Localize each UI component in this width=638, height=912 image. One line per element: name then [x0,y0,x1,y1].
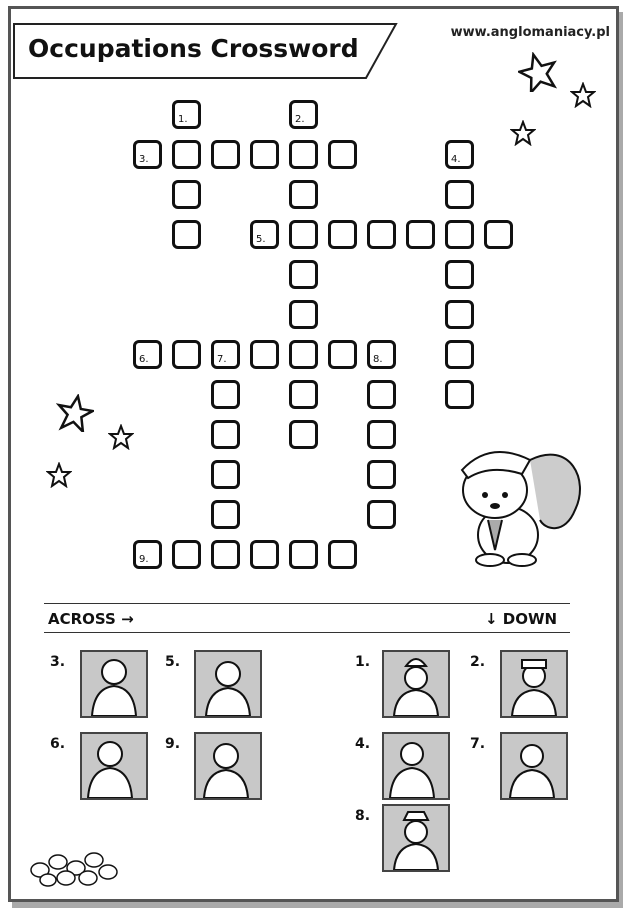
crossword-cell[interactable] [172,180,201,209]
clue-number: 1. [355,654,371,670]
crossword-cell[interactable] [172,100,201,129]
crossword-cell[interactable] [328,540,357,569]
doctor-icon [80,650,148,718]
clue-number: 9. [165,736,181,752]
crossword-cell[interactable] [445,300,474,329]
clue-number-label: 6. [139,354,149,365]
crossword-cell[interactable] [367,340,396,369]
crossword-cell[interactable] [172,220,201,249]
gardener-icon [194,732,262,800]
painter-icon [194,650,262,718]
clue-number: 2. [470,654,486,670]
crossword-cell[interactable] [367,500,396,529]
crossword-cell[interactable] [250,140,279,169]
singer-icon [500,732,568,800]
crossword-cell[interactable] [406,220,435,249]
squirrel-police-icon [450,440,590,570]
crossword-cell[interactable] [250,540,279,569]
postman-icon [80,732,148,800]
star-icon [46,462,72,488]
crossword-cell[interactable] [367,220,396,249]
crossword-cell[interactable] [328,220,357,249]
crossword-cell[interactable] [445,140,474,169]
crossword-cell[interactable] [133,340,162,369]
clue-number: 6. [50,736,66,752]
divider [44,632,570,633]
crossword-cell[interactable] [289,220,318,249]
clue-number-label: 9. [139,554,149,565]
crossword-cell[interactable] [211,540,240,569]
star-icon [510,120,536,146]
crossword-cell[interactable] [328,340,357,369]
crossword-cell[interactable] [445,260,474,289]
star-icon [570,82,596,108]
star-icon [108,424,134,450]
clue-number-label: 7. [217,354,227,365]
crossword-cell[interactable] [289,380,318,409]
crossword-cell[interactable] [211,140,240,169]
crossword-cell[interactable] [367,420,396,449]
divider [44,603,570,604]
flowers-icon [28,848,120,888]
crossword-cell[interactable] [133,540,162,569]
clue-number: 8. [355,808,371,824]
crossword-cell[interactable] [445,220,474,249]
crossword-cell[interactable] [289,260,318,289]
crossword-cell[interactable] [133,140,162,169]
clue-number-label: 3. [139,154,149,165]
nurse-icon [382,804,450,872]
crossword-cell[interactable] [367,460,396,489]
crossword-cell[interactable] [484,220,513,249]
crossword-cell[interactable] [211,380,240,409]
crossword-cell[interactable] [250,340,279,369]
cook-icon [382,650,450,718]
crossword-cell[interactable] [289,540,318,569]
crossword-cell[interactable] [250,220,279,249]
clue-number: 7. [470,736,486,752]
crossword-cell[interactable] [289,100,318,129]
crossword-cell[interactable] [211,420,240,449]
clue-number-label: 4. [451,154,461,165]
clue-number: 3. [50,654,66,670]
site-url: www.anglomaniacy.pl [450,25,610,40]
page-title: Occupations Crossword [28,34,359,63]
crossword-cell[interactable] [211,460,240,489]
policeman-icon [500,650,568,718]
crossword-cell[interactable] [328,140,357,169]
star-icon [518,52,558,92]
crossword-cell[interactable] [172,340,201,369]
crossword-cell[interactable] [445,380,474,409]
clue-number-label: 2. [295,114,305,125]
star-icon [56,394,94,432]
clue-number: 5. [165,654,181,670]
clue-number: 4. [355,736,371,752]
down-heading: ↓ DOWN [485,610,558,628]
clue-number-label: 8. [373,354,383,365]
crossword-cell[interactable] [172,540,201,569]
crossword-cell[interactable] [211,340,240,369]
across-heading: ACROSS → [48,610,134,628]
crossword-cell[interactable] [211,500,240,529]
crossword-cell[interactable] [289,300,318,329]
crossword-cell[interactable] [289,180,318,209]
crossword-cell[interactable] [367,380,396,409]
clue-number-label: 5. [256,234,266,245]
crossword-cell[interactable] [289,340,318,369]
crossword-cell[interactable] [172,140,201,169]
clue-number-label: 1. [178,114,188,125]
crossword-cell[interactable] [289,140,318,169]
crossword-cell[interactable] [445,340,474,369]
teacher-icon [382,732,450,800]
crossword-cell[interactable] [289,420,318,449]
crossword-cell[interactable] [445,180,474,209]
